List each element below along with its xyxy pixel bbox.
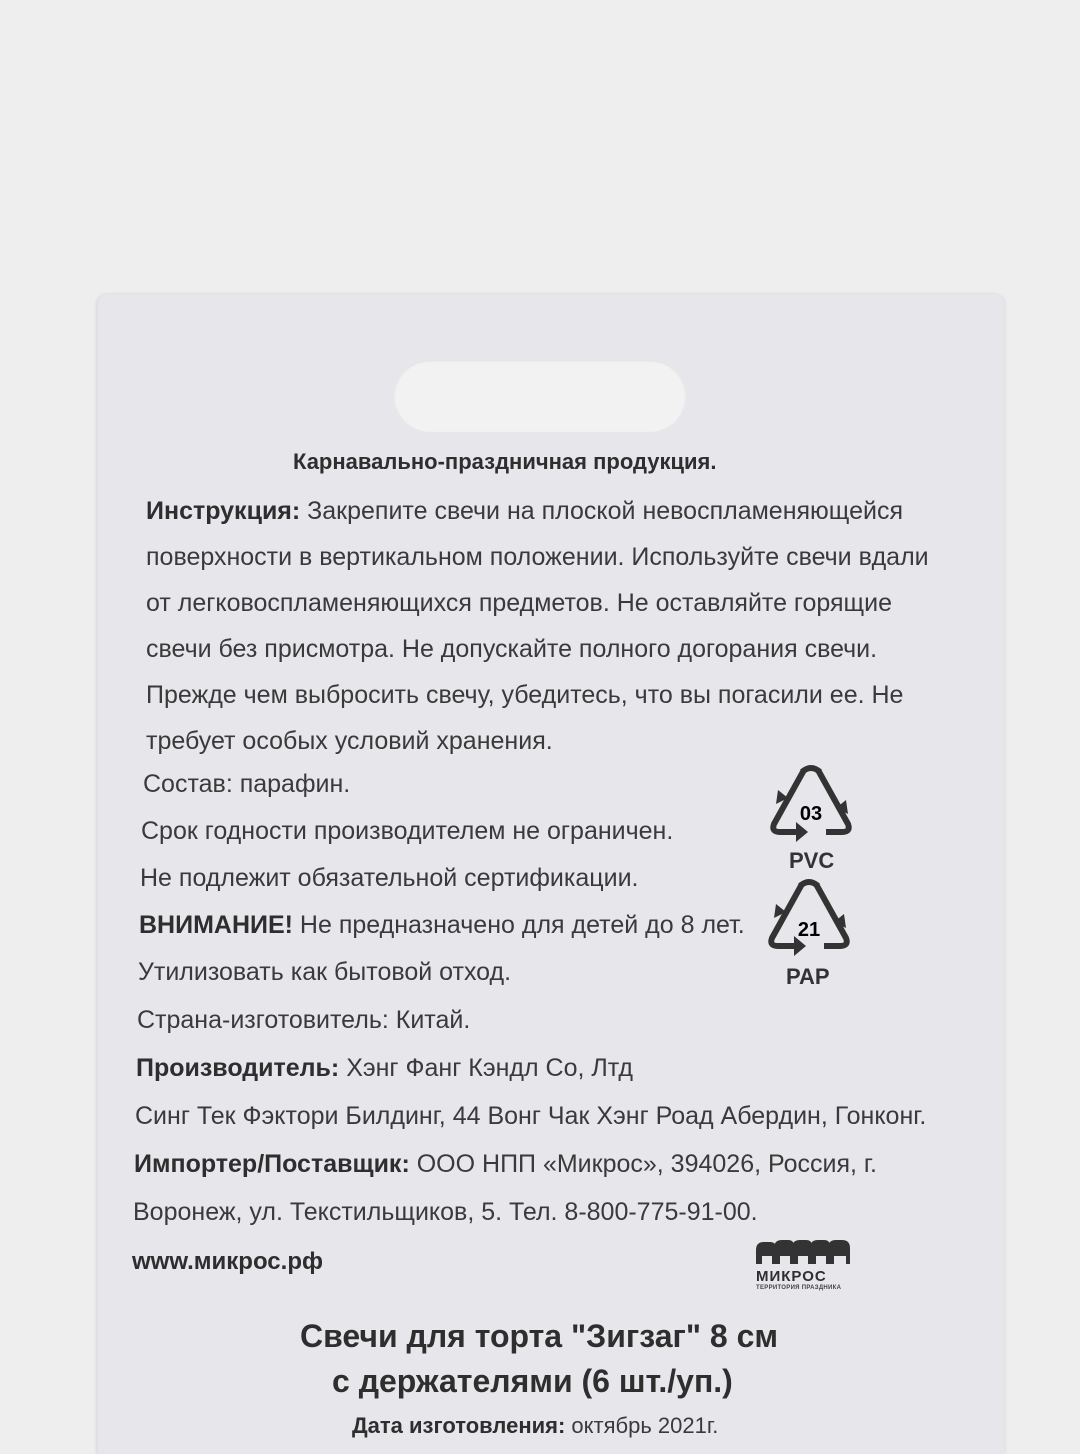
manufacturer-text: Хэнг Фанг Кэндл Со, Лтд [339,1054,633,1082]
shelf-life-line: Срок годности производителем не ограничен. [141,817,674,845]
manufacturer-label: Производитель: [136,1054,340,1082]
manufacture-date-text: октябрь 2021г. [565,1413,719,1438]
certification-line: Не подлежит обязательной сертификации. [140,864,639,892]
recycle-pap-icon [764,876,854,966]
instruction-text: Закрепите свечи на плоской невоспламеняющейся поверхности в вертикальном положении. Используйте свечи вдали от легковоспламеняющихся предметов. Не оставляйте горящие свечи без присмотра. Не допускайте полного догорания свечи. Прежде чем выбросить свечу, убедитесь, что вы погасили ее. Не требует особых условий хранения. [146,497,929,755]
recycle-label-pap: PAP [786,964,830,989]
manufacture-date-label: Дата изготовления: [352,1413,566,1438]
importer-line [134,1150,877,1179]
recycle-code-pvc: 03 [799,803,823,825]
recycle-pvc-icon [766,762,856,852]
importer-label: Импортер/Поставщик: [134,1150,410,1178]
brand-tagline: ТЕРРИТОРИЯ ПРАЗДНИКА [756,1285,842,1291]
recycle-code-pap: 21 [797,919,821,941]
brand-name: МИКРОС [756,1268,827,1285]
instruction-label: Инструкция: [146,497,301,525]
product-title-line-1: Свечи для торта "Зигзаг" 8 см [300,1318,779,1354]
warning-label: ВНИМАНИЕ! [139,911,293,939]
importer-address-line: Воронеж, ул. Текстильщиков, 5. Тел. 8-800-775-91-00. [133,1198,758,1226]
importer-text: ООО НПП «Микрос», 394026, Россия, г. [409,1150,877,1178]
product-title-line-2: с держателями (6 шт./уп.) [332,1363,733,1399]
instruction-paragraph [146,488,936,764]
manufacturer-address-line: Синг Тек Фэктори Билдинг, 44 Вонг Чак Хэнг Роад Абердин, Гонконг. [135,1102,927,1130]
warning-line [139,911,745,940]
recycle-label-pvc: PVC [789,848,835,873]
product-category-heading: Карнавально-праздничная продукция. [293,449,717,474]
elephant-logo-icon [754,1236,854,1268]
hang-hole [394,360,686,432]
disposal-line: Утилизовать как бытовой отход. [138,958,512,986]
website-link[interactable]: www.микрос.рф [132,1248,323,1275]
country-line: Страна-изготовитель: Китай. [137,1006,471,1034]
warning-text: Не предназначено для детей до 8 лет. [292,911,745,939]
manufacturer-line [136,1054,633,1083]
manufacture-date-line [352,1413,718,1439]
composition-line: Состав: парафин. [143,770,351,798]
